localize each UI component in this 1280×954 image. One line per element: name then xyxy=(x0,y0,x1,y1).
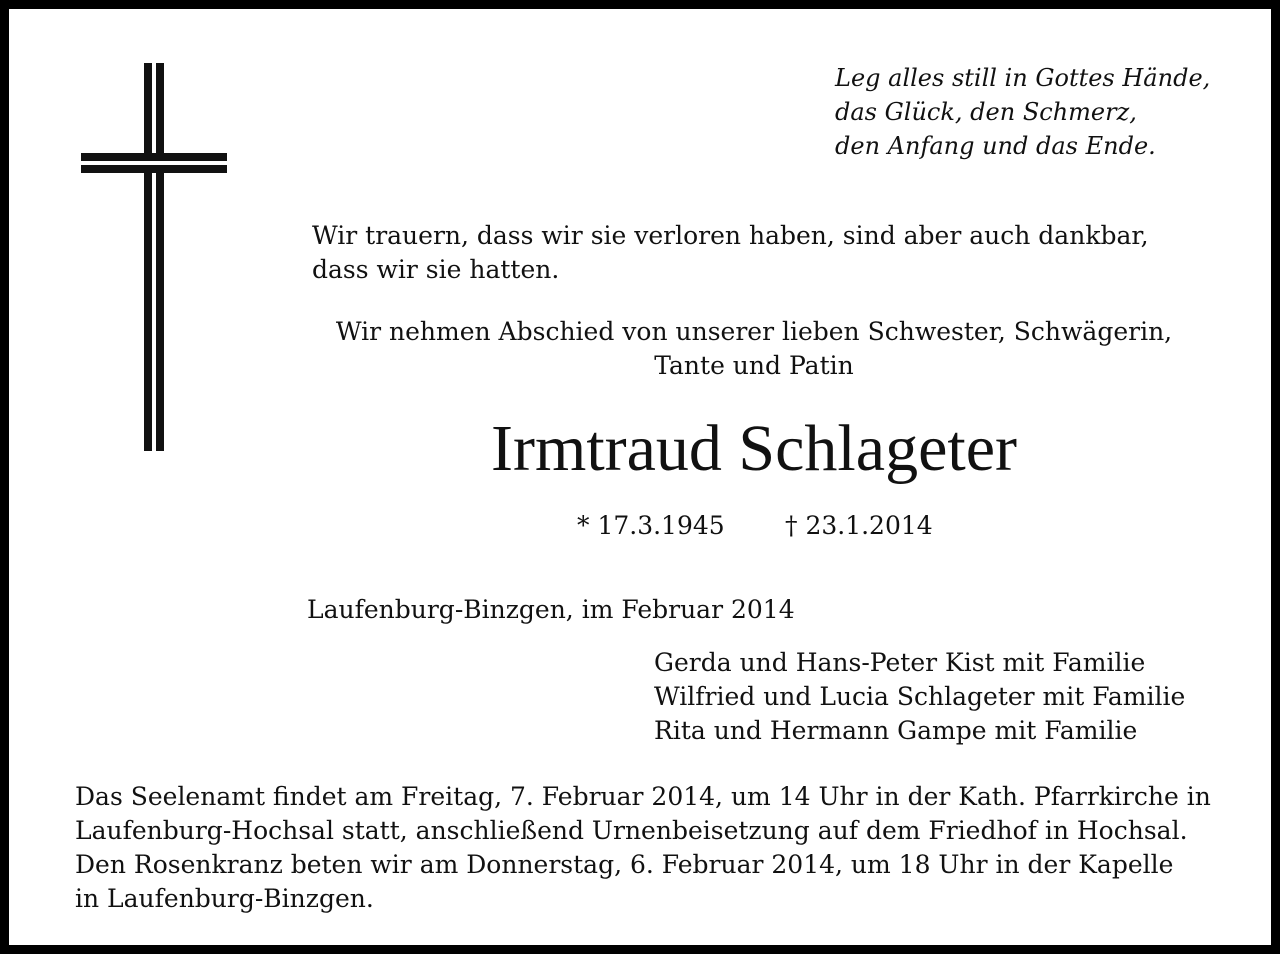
poem-line: Leg alles still in Gottes Hände, xyxy=(835,64,1211,92)
birth-date: * 17.3.1945 xyxy=(577,511,725,540)
poem-line: das Glück, den Schmerz, xyxy=(835,98,1137,126)
deceased-name: Irmtraud Schlageter xyxy=(491,412,1017,485)
farewell-text xyxy=(309,315,1199,383)
death-date: † 23.1.2014 xyxy=(785,511,933,540)
intro-line: dass wir sie hatten. xyxy=(312,255,560,284)
intro-text xyxy=(312,219,1149,287)
service-line: Das Seelenamt findet am Freitag, 7. Februar 2014, um 14 Uhr in der Kath. Pfarrkirche in xyxy=(75,782,1211,811)
farewell-line: Tante und Patin xyxy=(654,351,854,380)
cross-icon xyxy=(73,55,233,455)
poem-line: den Anfang und das Ende. xyxy=(835,132,1156,160)
mourner-entry: Rita und Hermann Gampe mit Familie xyxy=(654,716,1138,745)
mourners-list xyxy=(654,646,1185,748)
service-line: Den Rosenkranz beten wir am Donnerstag, 6. Februar 2014, um 18 Uhr in der Kapelle xyxy=(75,850,1174,879)
place-and-date: Laufenburg-Binzgen, im Februar 2014 xyxy=(307,595,795,624)
mourner-entry: Gerda und Hans-Peter Kist mit Familie xyxy=(654,648,1146,677)
intro-line: Wir trauern, dass wir sie verloren haben, sind aber auch dankbar, xyxy=(312,221,1149,250)
service-details xyxy=(75,780,1211,916)
service-line: Laufenburg-Hochsal statt, anschließend Urnenbeisetzung auf dem Friedhof in Hochsal. xyxy=(75,816,1188,845)
service-line: in Laufenburg-Binzgen. xyxy=(75,884,374,913)
poem xyxy=(835,61,1210,163)
farewell-line: Wir nehmen Abschied von unserer lieben Schwester, Schwägerin, xyxy=(335,317,1173,346)
mourner-entry: Wilfried und Lucia Schlageter mit Familie xyxy=(654,682,1186,711)
